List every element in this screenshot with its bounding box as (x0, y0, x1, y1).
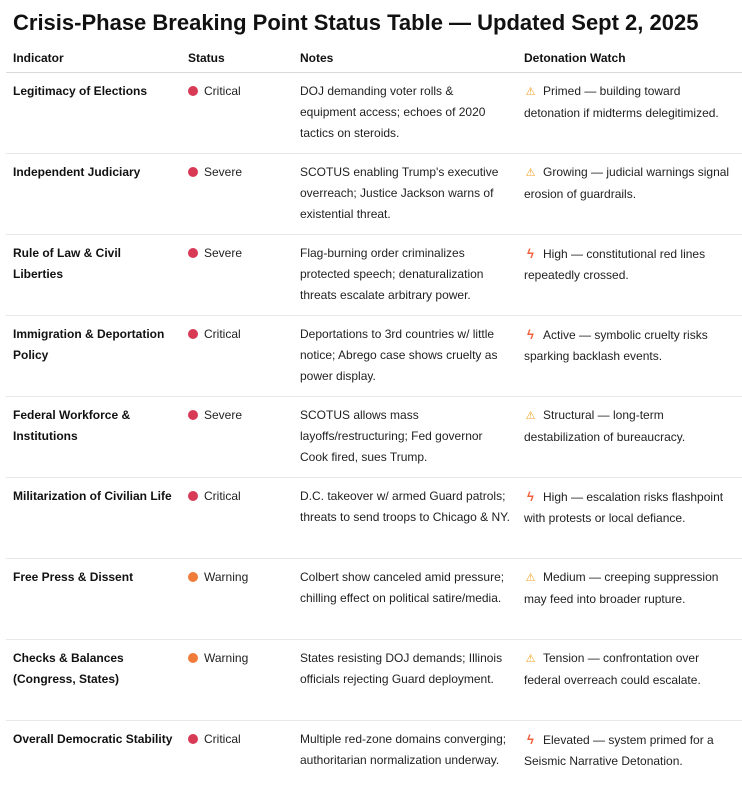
status-table (6, 42, 742, 802)
detonation-watch-text: Structural — long-term destabilization of bureaucracy. (524, 408, 686, 444)
status-cell (181, 235, 293, 316)
detonation-watch-cell (517, 235, 742, 316)
status-dot-icon (188, 248, 198, 258)
detonation-watch-text: Medium — creeping suppression may feed into broader rupture. (524, 570, 719, 606)
indicator-cell: Immigration & Deportation Policy (6, 316, 181, 397)
warning-icon: ⚠ (525, 653, 536, 665)
status-label: Severe (204, 165, 243, 179)
lightning-icon: ϟ (527, 327, 534, 342)
status-dot-icon (188, 86, 198, 96)
status-label: Critical (204, 732, 241, 746)
warning-icon: ⚠ (525, 572, 536, 584)
indicator-cell: Checks & Balances (Congress, States) (6, 640, 181, 721)
status-label: Severe (204, 408, 243, 422)
status-cell (181, 559, 293, 640)
detonation-watch-text: Primed — building toward detonation if midterms delegitimized. (524, 84, 719, 120)
table-row (6, 154, 742, 235)
detonation-watch-text: High — escalation risks flashpoint with protests or local defiance. (524, 490, 724, 525)
status-dot-icon (188, 734, 198, 744)
indicator-cell: Federal Workforce & Institutions (6, 397, 181, 478)
status-label: Warning (204, 651, 249, 665)
lightning-icon: ϟ (527, 732, 534, 747)
notes-cell: Flag-burning order criminalizes protected speech; denaturalization threats escalate arbitrary power. (293, 235, 517, 316)
notes-cell: SCOTUS enabling Trump's executive overreach; Justice Jackson warns of existential threat. (293, 154, 517, 235)
notes-cell: SCOTUS allows mass layoffs/restructuring; Fed governor Cook fired, sues Trump. (293, 397, 517, 478)
status-dot-icon (188, 167, 198, 177)
status-cell (181, 397, 293, 478)
notes-cell: Deportations to 3rd countries w/ little notice; Abrego case shows cruelty as power display. (293, 316, 517, 397)
indicator-cell: Free Press & Dissent (6, 559, 181, 640)
status-dot-icon (188, 410, 198, 420)
status-cell (181, 640, 293, 721)
status-label: Warning (204, 570, 249, 584)
status-cell (181, 478, 293, 559)
status-dot-icon (188, 491, 198, 501)
warning-icon: ⚠ (525, 167, 536, 179)
warning-icon: ⚠ (525, 410, 536, 422)
indicator-cell: Legitimacy of Elections (6, 73, 181, 154)
detonation-watch-cell (517, 73, 742, 154)
status-cell (181, 154, 293, 235)
status-dot-icon (188, 572, 198, 582)
status-cell (181, 316, 293, 397)
header-indicator: Indicator (6, 42, 181, 73)
table-row (6, 235, 742, 316)
status-label: Critical (204, 489, 241, 503)
notes-cell: D.C. takeover w/ armed Guard patrols; threats to send troops to Chicago & NY. (293, 478, 517, 559)
header-notes: Notes (293, 42, 517, 73)
detonation-watch-text: Elevated — system primed for a Seismic Narrative Detonation. (524, 733, 714, 768)
detonation-watch-text: High — constitutional red lines repeatedly crossed. (524, 247, 706, 282)
indicator-cell: Independent Judiciary (6, 154, 181, 235)
table-row (6, 73, 742, 154)
detonation-watch-cell (517, 559, 742, 640)
notes-cell: Multiple red-zone domains converging; authoritarian normalization underway. (300, 732, 507, 767)
status-label: Severe (204, 246, 243, 260)
header-status: Status (181, 42, 293, 73)
header-detonation-watch: Detonation Watch (517, 42, 742, 73)
indicator-cell: Overall Democratic Stability (13, 732, 173, 746)
status-label: Critical (204, 84, 241, 98)
detonation-watch-cell (517, 640, 742, 721)
status-cell (181, 73, 293, 154)
detonation-watch-cell (517, 154, 742, 235)
indicator-cell: Militarization of Civilian Life (6, 478, 181, 559)
notes-cell: DOJ demanding voter rolls & equipment access; echoes of 2020 tactics on steroids. (293, 73, 517, 154)
table-row (6, 721, 742, 802)
notes-cell: Colbert show canceled amid pressure; chilling effect on political satire/media. (293, 559, 517, 640)
table-row (6, 559, 742, 640)
status-label: Critical (204, 327, 241, 341)
status-dot-icon (188, 329, 198, 339)
indicator-cell: Rule of Law & Civil Liberties (6, 235, 181, 316)
table-body (6, 73, 742, 802)
lightning-icon: ϟ (527, 246, 534, 261)
lightning-icon: ϟ (527, 489, 534, 504)
status-cell (181, 721, 293, 802)
detonation-watch-cell (517, 478, 742, 559)
detonation-watch-text: Active — symbolic cruelty risks sparking backlash events. (524, 328, 708, 363)
table-row (6, 640, 742, 721)
status-dot-icon (188, 653, 198, 663)
table-row (6, 478, 742, 559)
notes-cell: States resisting DOJ demands; Illinois officials rejecting Guard deployment. (293, 640, 517, 721)
warning-icon: ⚠ (525, 86, 536, 98)
detonation-watch-cell (517, 721, 742, 802)
detonation-watch-cell (517, 397, 742, 478)
table-row (6, 316, 742, 397)
page-title: Crisis-Phase Breaking Point Status Table — Updated Sept 2, 2025 (13, 10, 699, 35)
table-header-row (6, 42, 742, 73)
detonation-watch-text: Growing — judicial warnings signal erosion of guardrails. (524, 165, 730, 201)
detonation-watch-cell (517, 316, 742, 397)
table-row (6, 397, 742, 478)
detonation-watch-text: Tension — confrontation over federal overreach could escalate. (524, 651, 701, 687)
